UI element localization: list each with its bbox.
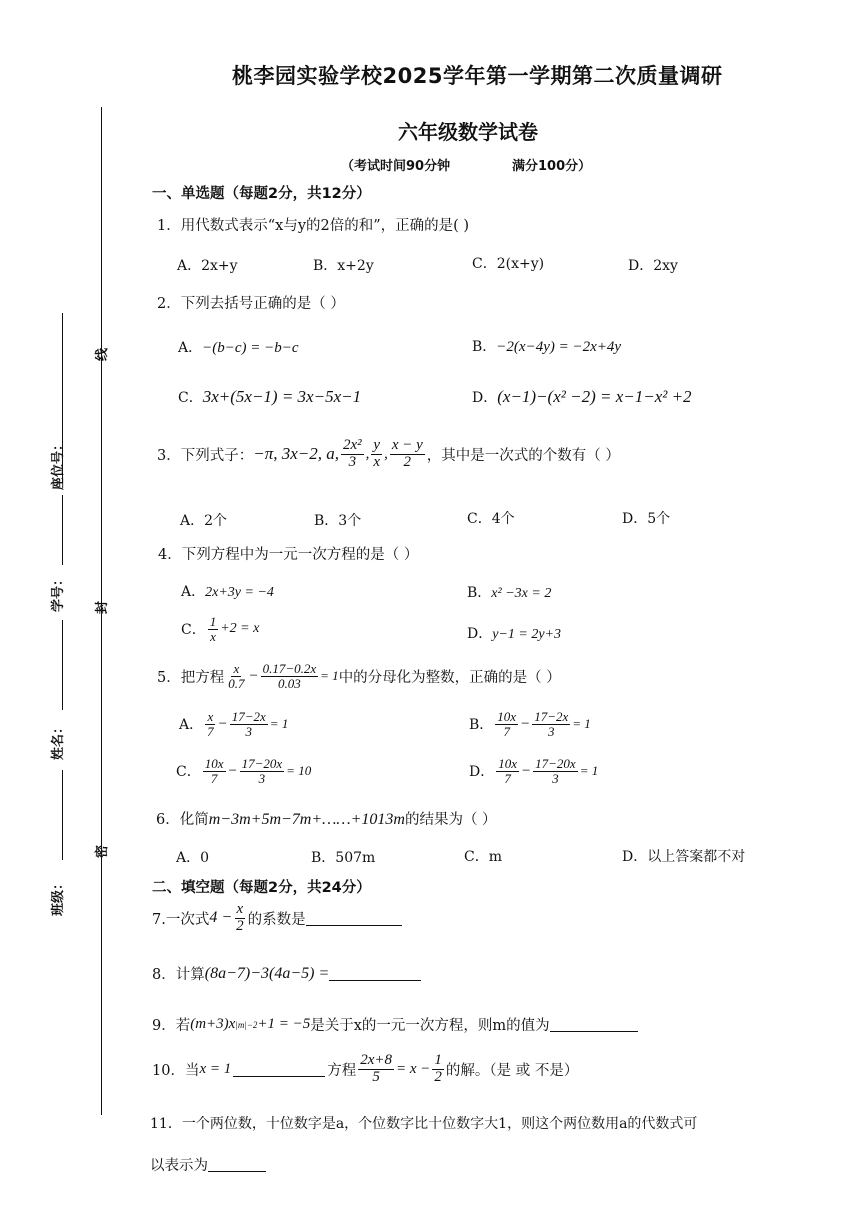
- q5-fraction-1: $\frac{x}{0.7}$: [228, 661, 245, 691]
- q2-b-expr: −2(x−4y) = −2x+4y: [496, 339, 622, 355]
- q3-fraction-1: $\frac{\text{2x²}}{3}$: [343, 437, 362, 470]
- q5-d-eq: = 1: [579, 763, 599, 779]
- seal-line-char: 线: [95, 347, 111, 362]
- q3-stem-post: ，其中是一次式的个数有（ ）: [426, 447, 620, 464]
- section1-heading: 一、单选题（每题2分，共12分）: [152, 186, 371, 202]
- q2-option-d[interactable]: [472, 387, 692, 407]
- q4-a-label: A．: [181, 584, 206, 600]
- q6-option-c[interactable]: C．m: [464, 849, 502, 865]
- id-blank-top[interactable]: [62, 495, 63, 565]
- id-label: 学号：: [51, 572, 66, 612]
- q7-stem: [152, 902, 402, 935]
- section2-heading: 二、填空题（每题2分，共24分）: [152, 880, 371, 896]
- q9-stem: [152, 1014, 638, 1035]
- q5-c-fraction-2: $\frac{17-20x}{3}$: [241, 756, 283, 786]
- q3-expr: −π, 3x−2, a,: [253, 444, 339, 464]
- q4-d-label: D．: [467, 626, 493, 642]
- q2-c-expr: 3x+(5x−1) = 3x−5x−1: [202, 387, 362, 406]
- q8-expr: (8a−7)−3(4a−5) =: [204, 964, 330, 982]
- exam-time: （考试时间90分钟: [341, 159, 451, 174]
- q3-fraction-2: $\frac{y}{x}$: [373, 437, 381, 470]
- q10-stem: [152, 1053, 578, 1086]
- q9-post: 是关于x的一元一次方程，则m的值为: [310, 1018, 550, 1034]
- q4-c-expr: +2 = x: [220, 621, 260, 637]
- q3-option-c[interactable]: C．4个: [467, 511, 515, 527]
- q4-d-expr: y−1 = 2y+3: [492, 627, 562, 642]
- q7-pre: 7.一次式: [152, 911, 210, 928]
- q4-b-expr: x² −3x = 2: [491, 586, 552, 601]
- q1-option-c[interactable]: C．2(x+y): [472, 256, 545, 272]
- q5-option-a[interactable]: A． $\frac{x}{7}$ − $\frac{17-2x}{3}$ = 1: [179, 709, 289, 739]
- q6-stem-pre: 6．化简: [156, 812, 209, 828]
- q9-expr: (m+3)x: [190, 1016, 236, 1032]
- q9-pre: 9．若: [152, 1018, 191, 1034]
- q10-fraction-1: $\frac{2x+8}{5}$: [360, 1052, 393, 1085]
- q1-option-a[interactable]: A．2x+y: [177, 258, 238, 274]
- q5-b-fraction-1: $\frac{10x}{7}$: [497, 709, 517, 739]
- q4-option-b[interactable]: [467, 582, 551, 602]
- q10-answer-blank[interactable]: [233, 1062, 325, 1077]
- q11-line1: 11．一个两位数，十位数字是a，个位数字比十位数字大1，则这个两位数用a的代数式可: [150, 1116, 698, 1132]
- q7-fraction: $\frac{x}{2}$: [236, 901, 244, 934]
- q9-exponent: |m|−2: [235, 1019, 258, 1030]
- q4-option-a[interactable]: [181, 581, 274, 601]
- q9-expr2: +1 = −5: [257, 1016, 311, 1032]
- q5-eq: = 1: [320, 668, 339, 684]
- q6-option-d[interactable]: D．以上答案都不对: [622, 849, 746, 865]
- q5-a-eq: = 1: [269, 716, 289, 732]
- q6-stem-post: 的结果为（ ）: [404, 812, 497, 828]
- q9-answer-blank[interactable]: [550, 1017, 638, 1032]
- q5-b-fraction-2: $\frac{17-2x}{3}$: [534, 709, 569, 739]
- q10-pre: 10．当: [152, 1062, 200, 1079]
- q3-option-b[interactable]: B．3个: [314, 513, 362, 529]
- q5-d-fraction-1: $\frac{10x}{7}$: [498, 756, 518, 786]
- q2-option-a[interactable]: [178, 337, 299, 357]
- q5-d-fraction-2: $\frac{17-20x}{3}$: [535, 756, 576, 786]
- q1-option-d[interactable]: D．2xy: [628, 258, 678, 274]
- q5-c-fraction-1: $\frac{10x}{7}$: [204, 756, 224, 786]
- q6-expr: m−3m+5m−7m+……+1013m: [208, 811, 405, 828]
- q1-stem: 1．用代数式表示“x与y的2倍的和”，正确的是( ): [157, 218, 470, 234]
- q10-eq: = x −: [396, 1060, 431, 1077]
- q5-c-eq: = 10: [286, 763, 312, 779]
- q11-line2: [150, 1154, 266, 1175]
- q5-stem-pre: 5．把方程: [157, 669, 225, 686]
- q3-option-a[interactable]: A．2个: [180, 513, 228, 529]
- class-blank[interactable]: [62, 770, 63, 860]
- q6-option-b[interactable]: B．507m: [311, 850, 376, 866]
- q7-expr: 4 −: [209, 909, 233, 927]
- q7-post: 的系数是: [247, 911, 306, 928]
- q5-option-d[interactable]: D． $\frac{10x}{7}$ − $\frac{17-20x}{3}$ = 1: [469, 756, 599, 786]
- q4-option-d[interactable]: [467, 623, 561, 643]
- q1-option-b[interactable]: B．x+2y: [313, 258, 374, 274]
- q2-a-label: A．: [178, 340, 203, 356]
- q5-option-c[interactable]: C． $\frac{10x}{7}$ − $\frac{17-20x}{3}$ = 10: [176, 756, 312, 786]
- q4-stem: 4．下列方程中为一元一次方程的是（ ）: [158, 547, 419, 563]
- q2-d-expr: (x−1)−(x² −2) = x−1−x² +2: [497, 387, 692, 406]
- q5-a-fraction-1: $\frac{x}{7}$: [207, 709, 214, 739]
- q2-c-label: C．: [178, 390, 203, 406]
- q6-stem: [156, 808, 497, 829]
- q2-option-b[interactable]: [472, 336, 621, 356]
- exam-score: 满分100分）: [512, 159, 592, 174]
- q11-answer-blank[interactable]: [208, 1157, 266, 1172]
- q2-d-label: D．: [472, 390, 498, 406]
- q2-option-c[interactable]: [178, 387, 361, 407]
- q5-a-label: A．: [179, 717, 204, 734]
- q5-b-eq: = 1: [572, 716, 591, 732]
- q10-expr: x = 1: [199, 1060, 232, 1077]
- q5-c-label: C．: [176, 764, 201, 781]
- q11-line2-text: 以表示为: [150, 1158, 208, 1174]
- q4-b-label: B．: [467, 585, 492, 601]
- q6-option-a[interactable]: A．0: [176, 850, 210, 866]
- q8-pre: 8．计算: [152, 967, 205, 983]
- q5-option-b[interactable]: B． $\frac{10x}{7}$ − $\frac{17-2x}{3}$ = 1: [469, 709, 591, 739]
- q10-post: 的解。（是 或 不是）: [445, 1062, 579, 1079]
- seal-mi-char: 密: [95, 844, 111, 859]
- q10-mid: 方程: [327, 1062, 357, 1079]
- class-label: 班级：: [51, 876, 66, 916]
- q4-option-c[interactable]: [181, 615, 259, 643]
- exam-title: 桃李园实验学校2025学年第一学期第二次质量调研: [232, 64, 723, 88]
- name-label: 姓名：: [51, 720, 66, 760]
- q2-a-expr: −(b−c) = −b−c: [202, 340, 299, 356]
- exam-subtitle: 六年级数学试卷: [398, 120, 538, 144]
- q5-b-label: B．: [469, 717, 494, 734]
- q5-a-fraction-2: $\frac{17-2x}{3}$: [231, 709, 266, 739]
- q4-c-fraction: $\frac{1}{x}$: [209, 614, 217, 644]
- q10-fraction-2: $\frac{1}{2}$: [434, 1052, 442, 1085]
- q4-c-label: C．: [181, 622, 206, 639]
- q8-stem: [152, 963, 421, 984]
- q5-stem-post: 中的分母化为整数，正确的是（ ）: [338, 669, 561, 686]
- q3-option-d[interactable]: D．5个: [622, 511, 671, 527]
- q7-answer-blank[interactable]: [306, 911, 402, 926]
- q2-b-label: B．: [472, 339, 497, 355]
- q3-stem-pre: 3．下列式子：: [157, 447, 254, 464]
- q2-stem: 2．下列去括号正确的是（ ）: [157, 296, 345, 312]
- q3-fraction-3: $\frac{x - y}{2}$: [391, 437, 423, 470]
- q8-answer-blank[interactable]: [329, 966, 421, 981]
- name-blank[interactable]: [62, 620, 63, 710]
- seal-feng-char: 封: [95, 600, 111, 615]
- q5-stem: 5．把方程 $\frac{x}{0.7}$ − $\frac{0.17-0.2x}{0.03}$ = 1 中的分母化为整数，正确的是（ ）: [157, 661, 561, 691]
- q3-stem: 3．下列式子： −π, 3x−2, a, $\frac{\text{2x²}}{3}$ , $\frac{y}{x}$ , $\frac{x - y}{2}$ ，其中是一次式的个数有（ ）: [157, 437, 620, 470]
- q4-a-expr: 2x+3y = −4: [205, 585, 274, 600]
- q5-fraction-2: $\frac{0.17-0.2x}{0.03}$: [262, 661, 317, 691]
- q5-d-label: D．: [469, 764, 495, 781]
- seat-label: 座位号：: [51, 437, 66, 490]
